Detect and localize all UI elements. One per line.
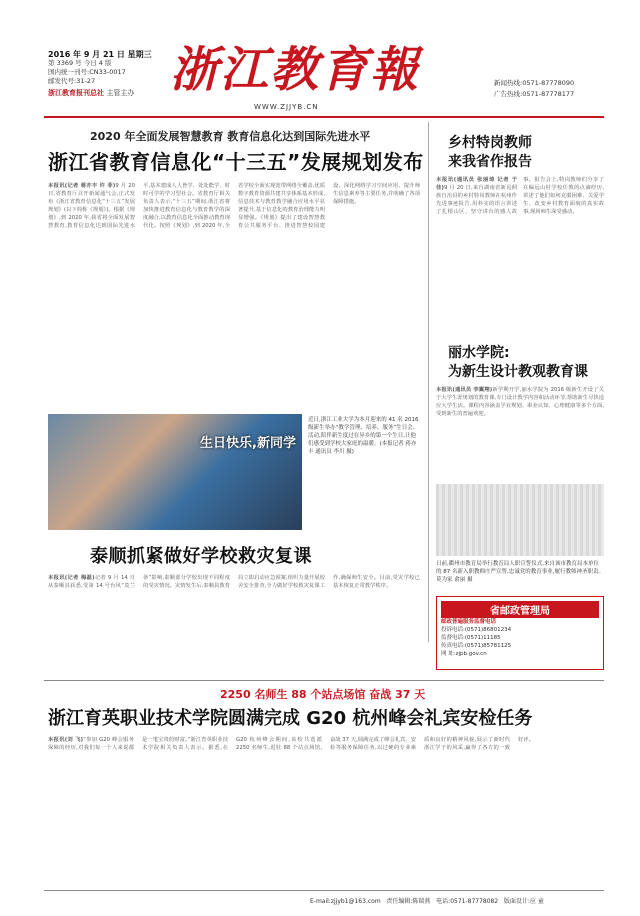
lead2-body: 记者 9 月 14 日从泰顺县获悉,受第 14 号台风“莫兰蒂”影响,泰顺部分学校出现不同程度的受灾情况。灾情发生后,泰顺县教育局立即启动应急预案,组织力量开展校舍安全排查,全力做好学校救灾复课工作,确保师生安全。目前,受灾学校已基本恢复正常教学秩序。 [48,575,420,589]
crowd-caption: 日前,衢州市教育局举行教育局人职宣誓仪式,来自该市教育局本单位的 87 名新入职教师庄严宣誓,忠诚党的教育事业,履行教师神圣职责。莫为家 俞丽 摄 [436,561,604,583]
section-divider [44,680,604,681]
side1-article [436,176,604,336]
side1-title [448,134,532,172]
footer-rule [44,890,604,891]
publisher: 浙江教育报刊总社 [48,89,104,97]
ad-title: 省邮政管理局 [441,601,599,618]
issue-number: 第 3369 号 今日 4 版 [48,59,112,67]
newspaper-logo [170,40,480,110]
ad-hotline: 广告热线:0571-87778177 [494,90,575,98]
lead-body: 9 月 20 日,省教育厅召开新闻通气会,正式发布《浙江省教育信息化“十三五”发展规划》(以下简称《规划》)。根据《规划》,到 2020 年,我省将全面发展智慧教育,教育信息化达到国际先进水平,基本建成人人皆学、处处能学、时时可学的学习型社会。省教育厅相关负责人表示,“十三五”期间,浙江省将加快推进教育信息化与教育教学的深度融合,以教育信息化全面推动教育现代化。按照《规划》,到 2020 年,全省学校全面实现宽带网络全覆盖,优质数字教育资源共建共享体系基本形成,信息技术与教育教学融合应用水平显著提升,基于信息化的教育治理能力明显增强。《规划》提出了建设智慧教育公共服务平台、推进智慧校园建设、深化网络学习空间应用、提升师生信息素养等主要任务,并明确了各项保障措施。 [48,183,420,229]
side2-title-line2: 为新生设计教观教育课 [448,364,588,380]
birthday-photo [48,414,302,530]
issue-date: 2016 年 9 月 21 日 星期三 [48,50,152,59]
side2-title-line1: 丽水学院: [448,345,510,361]
ad-line5: 网 址:zjpb.gov.cn [441,651,487,657]
ad-line1: 邮政普遍服务监督电话 [441,619,497,625]
footer-tel: 电话:0571-87778082 [436,898,499,905]
lead-byline: 本报讯(记者 蒋亦丰 许 菲) [48,183,116,189]
lead-subtitle: 2020 年全面发展智慧教育 教育信息化达到国际先进水平 [90,130,371,143]
photo-overlay-text: 生日快乐,新同学 [200,436,296,451]
bottom-byline: 本报讯(刘 飞) [48,737,84,743]
lead2-article [48,574,420,670]
bottom-body: “参加 G20 峰会服务保障的经历,对我们每一个人来说都是一笔宝贵的财富。”浙江育英职业技术学院相关负责人表示。据悉,在 G20 杭州峰会期间,该校共选派 2250 名师生,进驻 88 个站点场馆,奋战 37 天,圆满完成了峰会礼宾、安检等服务保障任务,以过硬的专业素质和良好的精神风貌,展示了新时代浙江学子的风采,赢得了各方的一致好评。 [48,737,534,751]
birthday-caption: 近日,浙江工业大学为本月迎来的 41 名 2016 级新生举办“教学管理、培养、服务”生日会、活动,陪伴新生度过在异乡的第一个生日,让他们感受到学校大家庭的温暖。(本报记者 蒋亦丰 通讯员 李川 摄) [308,417,419,455]
side2-title [448,344,588,382]
post-code: 邮发代号:31-27 [48,77,96,85]
phone-block [494,78,574,100]
ad-line3: 监督电话:(0571)11185 [441,635,501,641]
side2-byline: 本报讯(通讯员 李翼翔) [436,387,493,393]
side2-article [436,386,604,476]
ad-line2: 投诉电话:(0571)86801234 [441,627,512,633]
side2-body: 新学期开学,丽水学院为 2016 级新生开设了关于大学生涯规划的教育课,专门设计教学内容和活动环节,帮助新生尽快适应大学生活。课程内容涵盖学业规划、职业认知、心理健康等多个方面,受到新生的普遍欢迎。 [436,387,604,417]
crowd-photo [436,484,604,556]
bottom-article [48,736,604,884]
ad-line4: 传真电话:(0571)85781125 [441,643,512,649]
cn-number: 国内统一刊号:CN33-0017 [48,68,126,76]
lead2-byline: 本报讯(记者 梅磊) [48,575,95,581]
bottom-subtitle: 2250 名师生 88 个站点场馆 奋战 37 天 [220,688,426,701]
column-divider [428,122,429,642]
lead-article [48,182,420,406]
ad-box [436,596,604,670]
footer [310,896,544,905]
website[interactable]: WWW.ZJJYB.CN [254,103,319,111]
side1-byline: 本报讯(通讯员 张丽琦 记者 于 佳) [436,177,517,191]
side1-body: 9 月 20 日,来自湖南省新晃侗族自治县的乡村特岗教师在杭州作先进事迹报告,用朴实的语言讲述了扎根山区、坚守讲台的感人故事。报告会上,特岗教师们分享了在偏远山村学校任教的点滴经历,讲述了他们如何克服困难、关爱学生、改变乡村教育面貌的真实故事,现场师生深受感动。 [436,177,604,215]
lead-title: 浙江省教育信息化“十三五”发展规划发布 [48,150,424,174]
footer-editor: 责任编辑:陈瑞燕 [386,898,431,905]
side1-title-line1: 乡村特岗教师 [448,135,532,151]
masthead-meta [48,50,152,98]
side1-title-line2: 来我省作报告 [448,154,532,170]
bottom-title: 浙江育英职业技术学院圆满完成 G20 杭州峰会礼宾安检任务 [48,708,533,729]
news-hotline: 新闻热线:0571-87778090 [494,79,575,87]
masthead-rule [44,116,604,118]
footer-email[interactable]: E-mail:zjjyb1@163.com [310,898,381,905]
lead2-title: 泰顺抓紧做好学校救灾复课 [90,546,312,567]
logo-text: 浙江教育報 [170,42,421,98]
footer-design: 版面设计:应 童 [503,898,544,905]
publisher-tag: 主管主办 [106,89,135,97]
